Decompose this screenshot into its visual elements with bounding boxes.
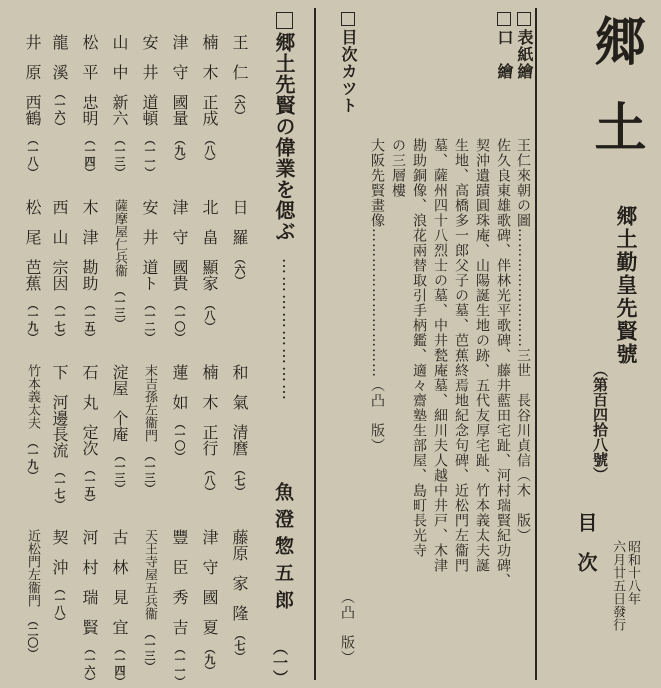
biography-name-part: 中	[110, 64, 129, 80]
biography-entry	[127, 34, 157, 178]
biography-name-part: 安	[140, 34, 159, 50]
biography-name-part: 道ト	[140, 259, 159, 291]
biography-name-part: 西	[50, 199, 69, 215]
feature-label: 郷土先賢の偉業を偲ぶ	[270, 12, 299, 242]
biography-entry	[67, 34, 97, 178]
biography-entry	[10, 364, 40, 481]
biography-name-part: 平	[80, 64, 99, 80]
biography-column	[37, 34, 67, 684]
biography-name-part: 安	[140, 199, 159, 215]
biography-page: （一一）	[173, 643, 186, 687]
section-divider	[314, 8, 316, 680]
section-box-icon	[341, 12, 355, 26]
biography-page: （一〇）	[173, 299, 186, 343]
frontispiece-line: 墓、薩州四十八烈士の墓、中井甃庵墓、細川夫人越中井戸、木津	[432, 138, 448, 573]
biography-name-part: 古	[110, 529, 129, 545]
biography-entry	[10, 34, 40, 178]
biography-page: （一六）	[53, 88, 66, 132]
biography-entry	[217, 529, 247, 662]
biography-name-part: 守	[200, 559, 219, 575]
biography-name-part: 藤原	[230, 529, 249, 561]
biography-name-part: 井	[140, 229, 159, 245]
section-box-icon	[517, 12, 531, 26]
biography-name-part: 家	[230, 575, 249, 591]
biography-name-part: 正成	[200, 94, 219, 126]
biography-name-part: 芭蕉	[23, 259, 42, 291]
frontispiece-line: の三層樓	[390, 138, 406, 198]
biography-entry	[67, 529, 97, 687]
biography-page: （一〇）	[173, 418, 186, 462]
biography-entry	[187, 529, 217, 676]
biography-name-part: 楠	[200, 34, 219, 50]
biography-page: （一三）	[113, 134, 126, 178]
biography-name-part: 木	[200, 394, 219, 410]
biography-name-part: 正行	[200, 424, 219, 456]
biography-name-part: 國貴	[170, 259, 189, 291]
biography-name-part: 丸	[80, 394, 99, 410]
cover-line: 王仁來朝の圖……………………三世 長谷川貞信（木 版）	[515, 138, 531, 543]
biography-name-part: 契	[50, 529, 69, 545]
biography-name-part: 原	[23, 64, 42, 80]
biography-name-part: 日	[230, 199, 249, 215]
biography-name-part: 松	[23, 199, 42, 215]
biography-name-part: 尾	[23, 229, 42, 245]
biography-name-part: 溪	[50, 64, 69, 80]
biography-entry	[187, 34, 217, 167]
biography-page: （八）	[203, 134, 216, 167]
biography-page: （六）	[233, 253, 246, 286]
biography-name-part: 夏	[200, 619, 219, 635]
biography-name-part: 隆	[230, 605, 249, 621]
biography-page: （一八）	[53, 583, 66, 627]
biography-name-part: 秀	[170, 589, 189, 605]
frontispiece-line: 生地、高橋多一郎父子の墓、芭蕉終焉地紀念句碑、近松門左衞門	[453, 138, 469, 573]
masthead-divider	[535, 8, 537, 680]
biography-name-part: 勘助	[80, 259, 99, 291]
biography-name-part: 宗因	[50, 259, 69, 291]
biography-name-part: 井	[140, 64, 159, 80]
biography-name-part: 天王寺屋五兵衞	[142, 529, 157, 620]
biography-entry	[127, 529, 157, 672]
biography-entry	[127, 199, 157, 343]
biography-column	[187, 34, 217, 684]
biography-column	[97, 34, 129, 687]
biography-page: （八）	[203, 464, 216, 497]
biography-name-part: 道頓	[140, 94, 159, 126]
biography-page: （八）	[203, 299, 216, 332]
biography-page: （二〇）	[26, 615, 39, 659]
biography-name-part: 木	[80, 199, 99, 215]
feature-author: 魚澄惣五郎	[272, 482, 294, 617]
biography-name-part: 津	[170, 34, 189, 50]
frontispiece-line: 勘助銅像、浪花兩替取引手柄鑑、適々齋塾生部屋、島町長光寺	[411, 138, 427, 558]
biography-entry	[67, 364, 97, 508]
biography-entry	[217, 34, 247, 121]
biography-page: （六）	[233, 88, 246, 121]
biography-name-part: 淀屋	[110, 364, 129, 396]
journal-title: 郷土	[585, 14, 646, 186]
biography-name-part: 松	[80, 34, 99, 50]
biography-page: （七）	[233, 629, 246, 662]
biography-name-part: 王	[230, 34, 249, 50]
biography-name-part: 國量	[170, 94, 189, 126]
biography-page: （九）	[173, 134, 186, 167]
biography-entry	[217, 364, 247, 497]
biography-name-part: 近松門左衞門	[25, 529, 40, 607]
biography-entry	[37, 529, 67, 627]
biography-name-part: 西鶴	[23, 94, 42, 126]
biography-entry	[37, 364, 67, 510]
biography-name-part: 龍	[50, 34, 69, 50]
biography-name-part: 仁	[230, 64, 249, 80]
biography-page: （一九）	[26, 437, 39, 481]
biography-page: （一五）	[83, 464, 96, 508]
biography-name-part: 林	[110, 559, 129, 575]
cut-line: （凸 版）	[339, 590, 355, 665]
biography-name-part: 豐	[170, 529, 189, 545]
biography-entry	[187, 199, 217, 332]
biography-name-part: 賢	[80, 619, 99, 635]
biography-page: （一三）	[113, 450, 126, 494]
biography-name-part: 清麿	[230, 424, 249, 456]
biography-entry	[217, 199, 247, 286]
issue-number: （第百四拾八號）	[591, 362, 609, 482]
biography-name-part: 瑞	[80, 589, 99, 605]
biography-name-part: 顯家	[200, 259, 219, 291]
biography-page: （一三）	[143, 450, 156, 494]
feature-page: （一）	[271, 640, 289, 685]
biography-name-part: 津	[80, 229, 99, 245]
frontispiece-label: 口 繪	[496, 12, 512, 80]
biography-name-part: 和	[230, 364, 249, 380]
biography-name-part: 下	[50, 364, 69, 380]
biography-page: （一三）	[143, 628, 156, 672]
biography-entry	[157, 364, 187, 462]
biography-name-part: 羅	[230, 229, 249, 245]
biography-page: （一七）	[53, 466, 66, 510]
biography-name-part: 北	[200, 199, 219, 215]
biography-name-part: 末吉孫左衞門	[142, 364, 157, 442]
biography-name-part: 津	[170, 199, 189, 215]
biography-name-part: 蓮	[170, 364, 189, 380]
biography-page: （七）	[233, 464, 246, 497]
issue-title: 郷土勤皇先賢號	[614, 205, 639, 366]
biography-name-part: 井	[23, 34, 42, 50]
biography-name-part: 山	[110, 34, 129, 50]
biography-name-part: 國	[200, 589, 219, 605]
biography-entry	[10, 529, 40, 659]
biography-name-part: 木	[200, 64, 219, 80]
biography-column	[217, 34, 247, 684]
publication-date: 昭和十八年 六月廿五日發行	[610, 540, 640, 631]
biography-entry	[67, 199, 97, 343]
biography-name-part: 新六	[110, 94, 129, 126]
biography-name-part: 河邊長流	[50, 394, 69, 458]
biography-page: （一二）	[143, 299, 156, 343]
biography-page: （九）	[203, 643, 216, 676]
frontispiece-line: 契沖遺蹟圓珠庵、山陽誕生地の跡、五代友厚宅趾、竹本義太夫誕	[474, 138, 490, 573]
frontispiece-line: 大阪先賢畫像…………………………（凸 版）	[369, 138, 385, 453]
biography-name-part: 守	[170, 64, 189, 80]
biography-entry	[97, 34, 127, 178]
biography-name-part: 守	[170, 229, 189, 245]
feature-leader: ……………………	[279, 258, 298, 402]
biography-name-part: 薩摩屋仁兵衞	[112, 199, 127, 277]
biography-page: （一六）	[83, 643, 96, 687]
biography-column	[67, 34, 99, 687]
biography-column	[10, 34, 40, 684]
biography-name-part: 畠	[200, 229, 219, 245]
biography-page: （一四）	[113, 643, 126, 687]
biography-name-part: 氣	[230, 394, 249, 410]
biography-name-part: 吉	[170, 619, 189, 635]
biography-entry	[10, 199, 40, 343]
biography-name-part: 忠明	[80, 94, 99, 126]
biography-name-part: 楠	[200, 364, 219, 380]
biography-page: （一三）	[113, 285, 126, 329]
cut-label: 目次カツト	[340, 12, 356, 114]
biography-list	[10, 34, 260, 687]
biography-column	[127, 34, 157, 684]
biography-name-part: 臣	[170, 559, 189, 575]
biography-page: （一八）	[26, 134, 39, 178]
biography-name-part: 定次	[80, 424, 99, 456]
biography-name-part: 如	[170, 394, 189, 410]
biography-entry	[97, 364, 127, 494]
biography-page: （一一）	[143, 134, 156, 178]
biography-name-part: 河	[80, 529, 99, 545]
biography-entry	[97, 529, 127, 687]
biography-entry	[187, 364, 217, 497]
biography-name-part: 沖	[50, 559, 69, 575]
cover-label: 表紙繪	[516, 12, 532, 80]
frontispiece-line: 佐久良東雄歌碑、伴林光平歌碑、藤井藍田宅趾、河村瑞賢紀功碑、	[495, 138, 511, 588]
biography-column	[157, 34, 189, 687]
section-box-icon	[276, 12, 293, 29]
biography-name-part: 石	[80, 364, 99, 380]
biography-page: （一四）	[83, 134, 96, 178]
section-box-icon	[497, 12, 511, 26]
biography-entry	[127, 364, 157, 494]
biography-name-part: 竹本義太夫	[25, 364, 40, 429]
biography-entry	[157, 34, 187, 167]
biography-entry	[157, 529, 187, 687]
biography-name-part: 个庵	[110, 410, 129, 442]
biography-page: （一九）	[26, 299, 39, 343]
biography-entry	[97, 199, 127, 329]
biography-name-part: 山	[50, 229, 69, 245]
toc-label: 目 次	[574, 512, 598, 572]
biography-name-part: 津	[200, 529, 219, 545]
biography-page: （一五）	[83, 299, 96, 343]
biography-page: （一七）	[53, 299, 66, 343]
biography-entry	[157, 199, 187, 343]
biography-name-part: 村	[80, 559, 99, 575]
biography-name-part: 見	[110, 589, 129, 605]
biography-name-part: 宜	[110, 619, 129, 635]
